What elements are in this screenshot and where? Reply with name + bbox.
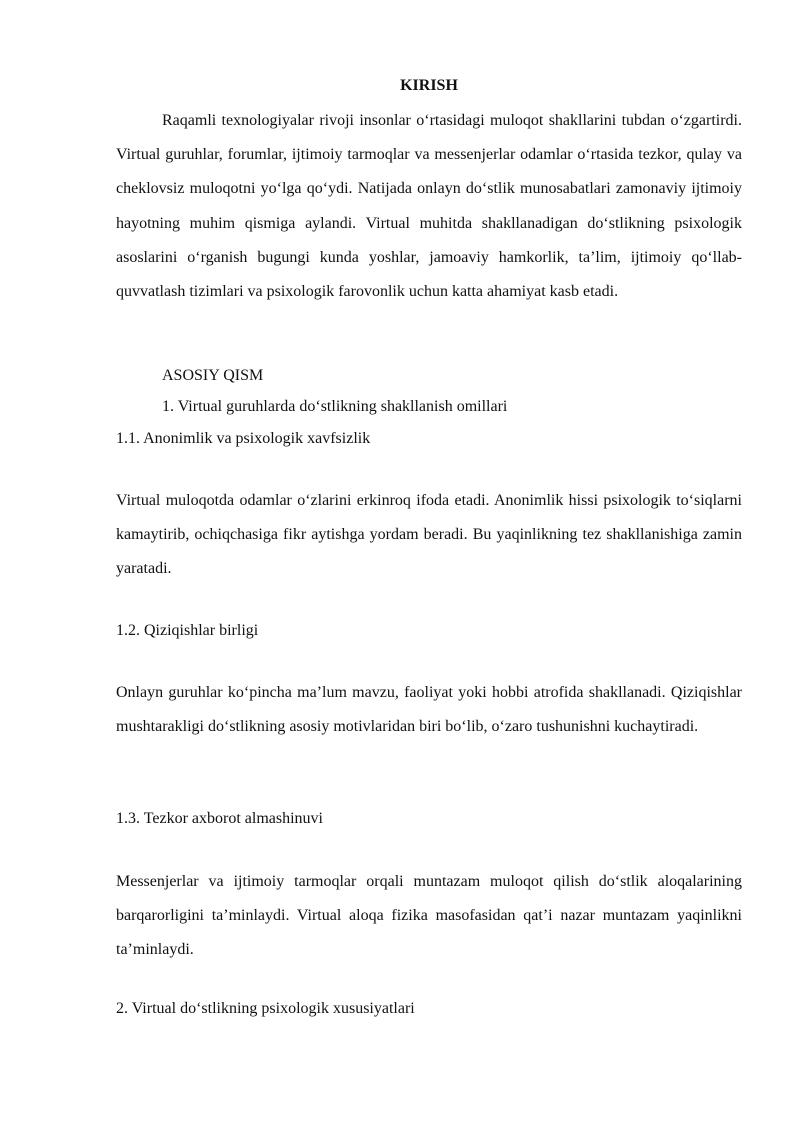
subsection-1-2-heading: 1.2. Qiziqishlar birligi	[116, 622, 259, 639]
subsection-1-2-paragraph: Onlayn guruhlar ko‘pincha ma’lum mavzu, faoliyat yoki hobbi atrofida shakllanadi. Qiziqishlar mushtarakligi do‘stlikning asosiy motivlaridan biri bo‘lib, o‘zaro tushunishni kuchaytiradi.	[116, 684, 742, 736]
intro-paragraph: Raqamli texnologiyalar rivoji insonlar o‘rtasidagi muloqot shakllarini tubdan o‘zgartirdi. Virtual guruhlar, forumlar, ijtimoiy tarmoqlar va messenjerlar odamlar o‘rtasida tezkor, qulay va cheklovsiz muloqotni yo‘lga qo‘ydi. Natijada onlayn do‘stlik munosabatlari zamonaviy ijtimoiy hayotning muhim qismiga aylandi. Virtual muhitda shakllanadigan do‘stlikning psixologik asoslarini o‘rganish bugungi kunda yoshlar, jamoaviy hamkorlik, ta’lim, ijtimoiy qo‘llab-quvvatlash tizimlari va psixologik farovonlik uchun katta ahamiyat kasb etadi.	[116, 112, 742, 301]
main-section-heading: ASOSIY QISM	[162, 367, 264, 384]
page-title: KIRISH	[400, 77, 458, 94]
section-1-heading: 1. Virtual guruhlarda do‘stlikning shakllanish omillari	[162, 398, 508, 415]
subsection-1-1-paragraph: Virtual muloqotda odamlar o‘zlarini erkinroq ifoda etadi. Anonimlik hissi psixologik to‘siqlarni kamaytirib, ochiqchasiga fikr aytishga yordam beradi. Bu yaqinlikning tez shakllanishiga zamin yaratadi.	[116, 492, 742, 578]
subsection-1-3-heading: 1.3. Tezkor axborot almashinuvi	[116, 810, 323, 827]
subsection-1-1-heading: 1.1. Anonimlik va psixologik xavfsizlik	[116, 430, 371, 447]
subsection-1-3-paragraph: Messenjerlar va ijtimoiy tarmoqlar orqali muntazam muloqot qilish do‘stlik aloqalarining barqarorligini ta’minlaydi. Virtual aloqa fizika masofasidan qat’i nazar muntazam yaqinlikni ta’minlaydi.	[116, 873, 742, 959]
section-2-heading: 2. Virtual do‘stlikning psixologik xususiyatlari	[116, 1000, 415, 1017]
